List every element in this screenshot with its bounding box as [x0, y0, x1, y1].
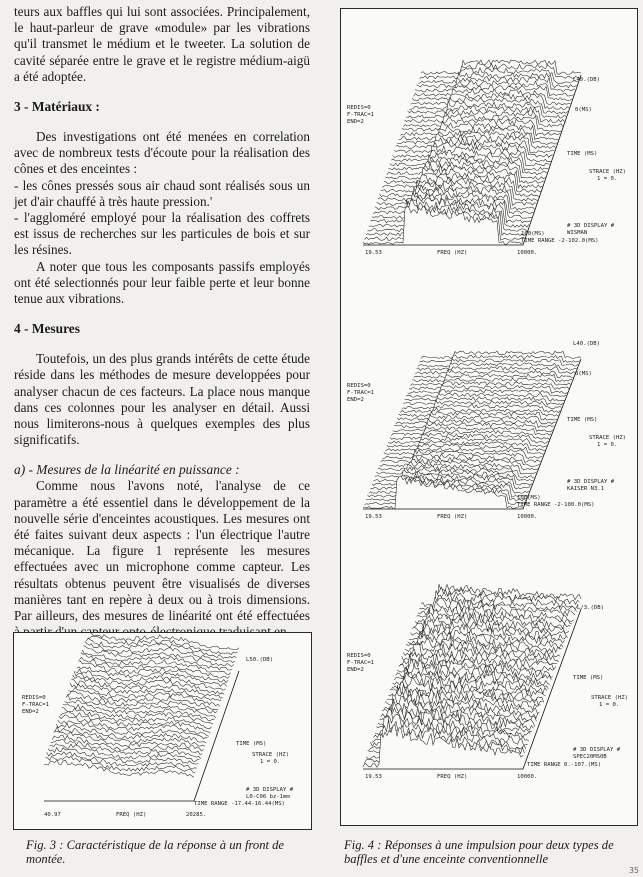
- fig3-x-label: FREQ (HZ): [116, 812, 147, 818]
- fig3-time-range: TIME RANGE -17.44-16.44(MS): [194, 801, 285, 807]
- fig4b-x-start: 19.53: [365, 514, 382, 520]
- heading-materiaux: 3 - Matériaux :: [14, 99, 100, 115]
- fig4b-x-label: FREQ (HZ): [437, 514, 468, 520]
- fig4a-x-label: FREQ (HZ): [437, 250, 468, 256]
- fig4a-header-end: END=2: [347, 119, 364, 125]
- fig3-display-label: # 3D DISPLAY #: [246, 787, 294, 793]
- paragraph-materiaux-2: - les cônes pressés sous air chaud sont réalisés sous un jet d'air chauffé à très haute pression.': [14, 177, 310, 209]
- fig3-trace-value: 1 = 0.: [260, 759, 281, 765]
- fig4c-level-label: L/3.(DB): [577, 605, 604, 611]
- fig4c-display-name: SPEC20MS0B: [573, 754, 607, 760]
- caption-fig4: Fig. 4 : Réponses à une impulsion pour deux types de baffles et d'une enceinte conventionnelle: [344, 838, 614, 866]
- fig4c-waterfall: [363, 584, 581, 769]
- fig4a-trace-label: STRACE (HZ): [589, 169, 627, 175]
- heading-mesures: 4 - Mesures: [14, 321, 80, 337]
- fig3-header-end: END=2: [22, 709, 39, 715]
- fig4c-x-start: 19.53: [365, 774, 382, 780]
- fig4a-display-label: # 3D DISPLAY #: [567, 223, 615, 229]
- fig4b-top-label: 100(MS): [517, 495, 541, 501]
- fig4a-level-label: L40.(DB): [573, 77, 600, 83]
- fig4a-time-range: TIME RANGE -2-102.0(MS): [521, 238, 599, 244]
- fig3-waterfall: [44, 633, 239, 801]
- fig4a-x-start: 19.53: [365, 250, 382, 256]
- paragraph-mesures: Toutefois, un des plus grands intérêts de cette étude réside dans les méthodes de mesure developpées pour analyser chacun de ces facteurs. La place nous manque dans ces colonnes pour les analyser en détail. Aussi nous limiterons-nous à quelques exemples des plus significatifs.: [14, 351, 310, 448]
- fig4b-display-name: KAISER N3.1: [567, 486, 605, 492]
- fig4a-top-label: 100(MS): [521, 231, 545, 237]
- fig4a-x-end: 10000.: [517, 250, 538, 256]
- paragraph-materiaux-1: Des investigations ont été menées en correlation avec de nombreux tests d'écoute pour la réalisation des cônes et des enceintes :: [14, 129, 310, 177]
- paragraph-intro: teurs aux baffles qui lui sont associées. Principalement, le haut-parleur de grave «module» par les vibrations qu'il transmet le médium et le tweeter. La solution de cavité séparée entre le grave et le registre médium-aigü a été adoptée.: [14, 4, 310, 84]
- fig4c-x-end: 10000.: [517, 774, 538, 780]
- fig3-header-ftrac: F-TRAC=1: [22, 702, 49, 708]
- fig4c-x-label: FREQ (HZ): [437, 774, 468, 780]
- fig4-plots: [341, 9, 637, 825]
- fig4b-time-label: TIME (MS): [567, 417, 598, 423]
- fig4c-time-range: TIME RANGE 0.-107.(MS): [527, 762, 602, 768]
- paragraph-materiaux-3: - l'aggloméré employé pour la réalisation des coffrets est issus de recherches sur les particules de bois et sur les résines.: [14, 210, 310, 258]
- fig4b-x-end: 10000.: [517, 514, 538, 520]
- fig4b-header-end: END=2: [347, 397, 364, 403]
- fig3-plot: [14, 633, 311, 829]
- paragraph-materiaux-4: A noter que tous les composants passifs employés ont été selectionnés pour leur faible perte et leur bonne tenue aux vibrations.: [14, 258, 310, 307]
- paragraph-linearite: Comme nous l'avons noté, l'analyse de ce paramètre a été essentiel dans le développement de la nouvelle série d'enceintes acoustiques. Les mesures ont été faites suivant deux aspects : l'un électrique l'autre mécanique. La figure 1 représente les mesures effectuées avec un microphone comme capteur. Les résultats obtenus peuvent être visualisés de diverses manières tant en repère à deux ou à trois dimensions. Par ailleurs, des mesures de linéarité ont été effectuées: [14, 478, 310, 624]
- fig3-x-end: 20285.: [186, 812, 207, 818]
- text-column: [14, 4, 310, 641]
- fig4b-trace-value: 1 = 0.: [597, 442, 618, 448]
- fig4b-level-label: L40.(DB): [573, 341, 600, 347]
- fig4b-zero-label: 0(MS): [575, 371, 592, 377]
- fig3-trace-label: STRACE (HZ): [252, 752, 290, 758]
- fig4c-trace-label: STRACE (HZ): [591, 695, 629, 701]
- fig4a-display-name: WISMAN: [567, 230, 588, 236]
- fig4c-header-redis: REDIS=0: [347, 653, 371, 659]
- fig3-display-name: L0-C06 bz-1mm: [246, 794, 290, 800]
- fig4b-header-redis: REDIS=0: [347, 383, 371, 389]
- figure-3: [13, 632, 312, 830]
- fig4c-header-end: END=2: [347, 667, 364, 673]
- heading-linearite: a) - Mesures de la linéarité en puissance :: [14, 462, 240, 478]
- fig4c-header-ftrac: F-TRAC=1: [347, 660, 374, 666]
- page-number: 35: [628, 866, 639, 875]
- fig3-header-redis: REDIS=0: [22, 695, 46, 701]
- fig4a-trace-value: 1 = 0.: [597, 176, 618, 182]
- fig4c-trace-value: 1 = 0.: [599, 702, 620, 708]
- fig4b-header-ftrac: F-TRAC=1: [347, 390, 374, 396]
- fig3-level-label: L50.(DB): [246, 657, 273, 663]
- fig4c-time-label: TIME (MS): [573, 675, 604, 681]
- fig4a-header-redis: REDIS=0: [347, 105, 371, 111]
- fig4a-time-label: TIME (MS): [567, 151, 598, 157]
- fig4a-waterfall: [363, 60, 581, 245]
- fig4b-waterfall: [363, 351, 581, 509]
- fig4b-display-label: # 3D DISPLAY #: [567, 479, 615, 485]
- caption-fig3: Fig. 3 : Caractéristique de la réponse à un front de montée.: [26, 838, 285, 866]
- fig4a-header-ftrac: F-TRAC=1: [347, 112, 374, 118]
- fig4b-time-range: TIME RANGE -2-100.0(MS): [517, 502, 595, 508]
- fig3-time-label: TIME (MS): [236, 741, 267, 747]
- fig4c-display-label: # 3D DISPLAY #: [573, 747, 621, 753]
- fig4b-trace-label: STRACE (HZ): [589, 435, 627, 441]
- figure-4: [340, 8, 638, 826]
- fig4a-zero-label: 0(MS): [575, 107, 592, 113]
- fig3-x-start: 40.97: [44, 812, 61, 818]
